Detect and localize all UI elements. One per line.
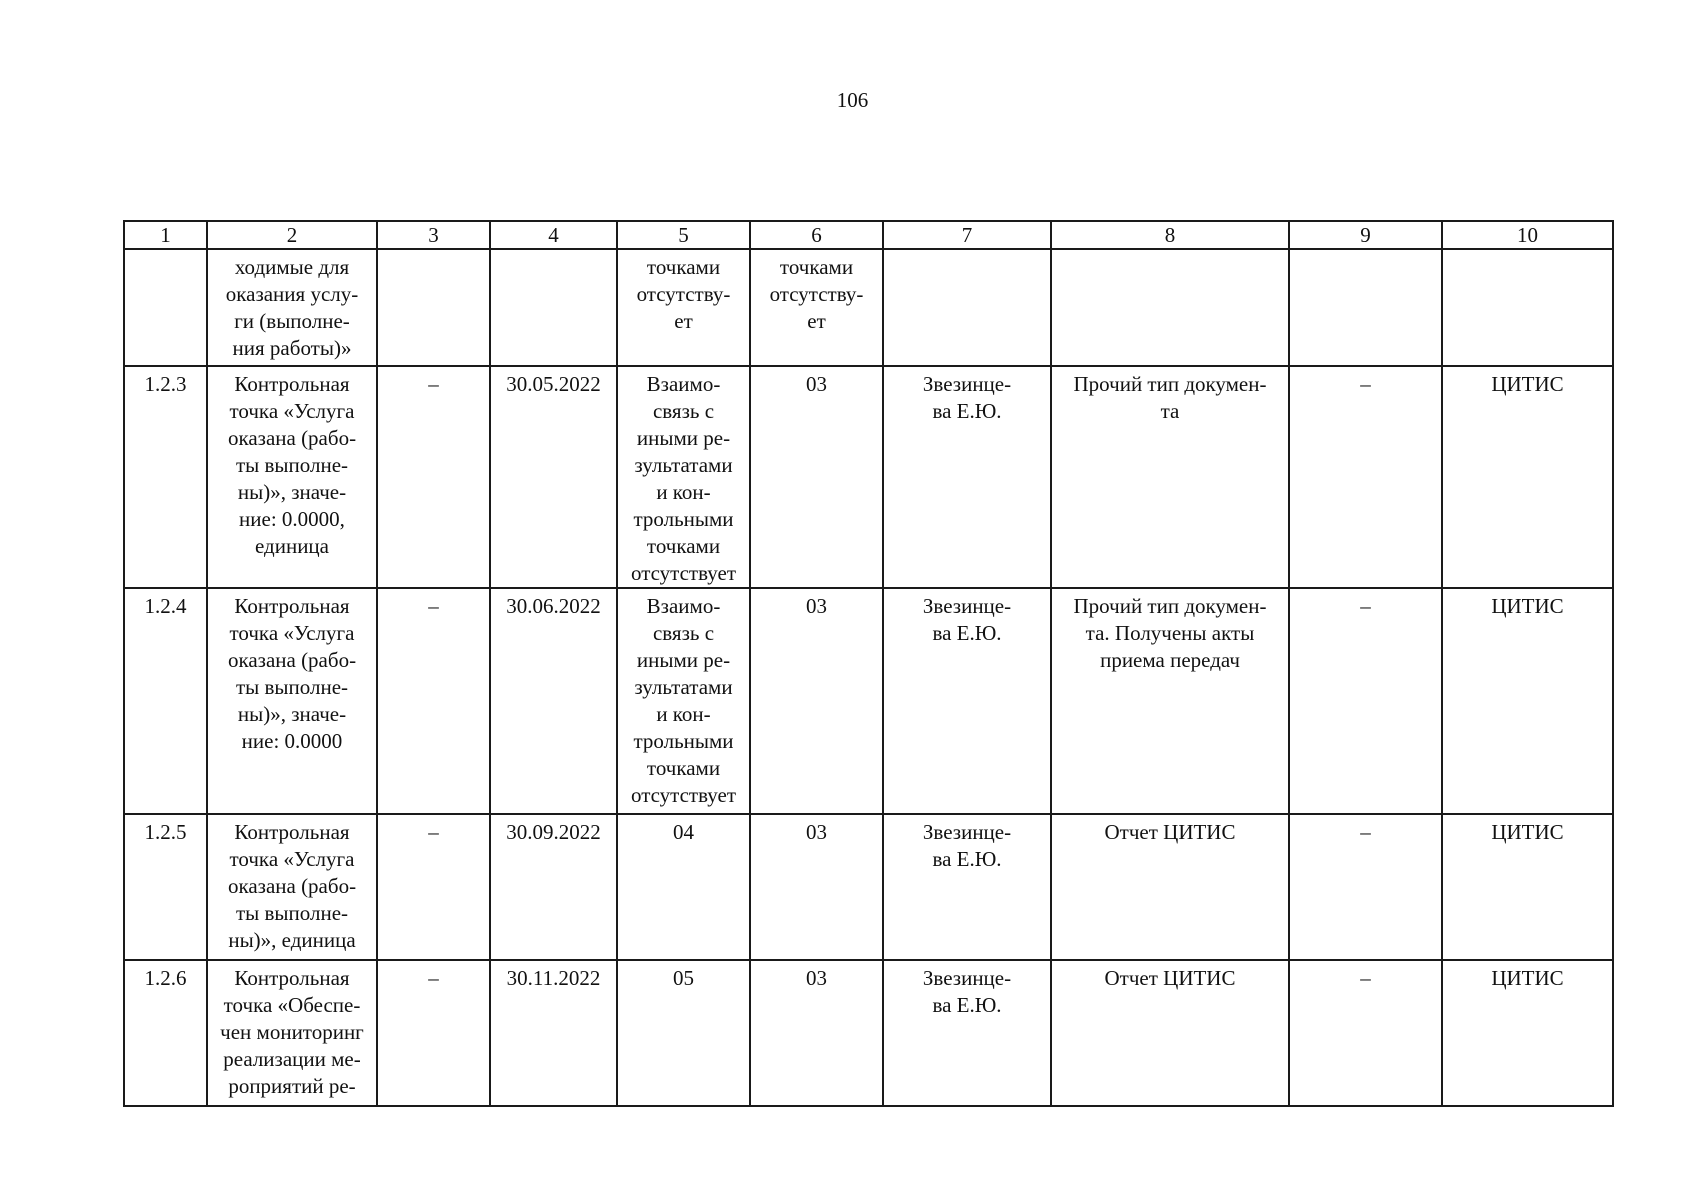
cell-text: Звезинце- ва Е.Ю.	[922, 372, 1012, 423]
row-number: 1.2.6	[144, 966, 187, 990]
cell-text: –	[428, 594, 439, 618]
table-cell	[124, 960, 207, 1106]
table-cell	[1289, 366, 1442, 588]
table-cell	[617, 814, 750, 960]
table-cell	[1442, 960, 1613, 1106]
table-row	[124, 960, 1613, 1106]
table-cell	[490, 249, 617, 366]
table-cell	[1051, 960, 1289, 1106]
table-cell	[617, 588, 750, 814]
cell-text: Звезинце- ва Е.Ю.	[922, 594, 1012, 645]
table-cell	[1051, 814, 1289, 960]
cell-text: ЦИТИС	[1491, 372, 1564, 396]
table-cell	[207, 814, 377, 960]
cell-text: 03	[806, 594, 827, 618]
row-number: 1.2.5	[144, 820, 187, 844]
table-row	[124, 588, 1613, 814]
table-cell	[490, 588, 617, 814]
table-cell	[883, 588, 1051, 814]
cell-text: Звезинце- ва Е.Ю.	[922, 820, 1012, 871]
table-cell	[883, 249, 1051, 366]
cell-date: 30.09.2022	[506, 820, 601, 844]
table-cell	[1289, 960, 1442, 1106]
table-body	[124, 249, 1613, 1106]
cell-text: Взаимо- связь с иными ре- зультатами и кон- трольными точками отсутствует	[630, 594, 737, 807]
cell-text: –	[428, 820, 439, 844]
table-cell	[750, 249, 883, 366]
table-cell	[377, 249, 490, 366]
cell-text: Прочий тип докумен- та	[1073, 372, 1267, 423]
cell-date: 30.05.2022	[506, 372, 601, 396]
row-number: 1.2.3	[144, 372, 187, 396]
header-row	[124, 221, 1613, 249]
column-header: 6	[750, 221, 883, 249]
table-cell	[207, 588, 377, 814]
cell-text: Отчет ЦИТИС	[1104, 966, 1236, 990]
cell-text: –	[1360, 594, 1371, 618]
table-cell	[124, 588, 207, 814]
table-cell	[883, 814, 1051, 960]
table-cell	[1442, 366, 1613, 588]
table-cell	[883, 366, 1051, 588]
table-cell	[1289, 249, 1442, 366]
table-cell	[883, 960, 1051, 1106]
cell-text: Прочий тип докумен- та. Получены акты приема передач	[1073, 594, 1267, 672]
cell-text: Взаимо- связь с иными ре- зультатами и кон- трольными точками отсутствует	[630, 372, 737, 585]
cell-text: –	[428, 966, 439, 990]
cell-text: Контрольная точка «Обеспе- чен мониторинг реализации ме- роприятий ре-	[220, 966, 364, 1098]
table-cell	[490, 366, 617, 588]
table-row	[124, 249, 1613, 366]
cell-text: ЦИТИС	[1491, 594, 1564, 618]
table-cell	[124, 249, 207, 366]
table-cell	[490, 960, 617, 1106]
table-cell	[617, 249, 750, 366]
cell-text: точками отсутству- ет	[769, 255, 864, 333]
column-header: 4	[490, 221, 617, 249]
table-row	[124, 814, 1613, 960]
table-cell	[377, 814, 490, 960]
table-cell	[377, 366, 490, 588]
table-cell	[1442, 249, 1613, 366]
cell-text: 04	[673, 820, 694, 844]
column-header: 9	[1289, 221, 1442, 249]
cell-text: 05	[673, 966, 694, 990]
table-cell	[617, 366, 750, 588]
table-cell	[1289, 814, 1442, 960]
table-cell	[1051, 249, 1289, 366]
cell-text: Звезинце- ва Е.Ю.	[922, 966, 1012, 1017]
cell-text: ЦИТИС	[1491, 820, 1564, 844]
cell-text: –	[1360, 966, 1371, 990]
row-number: 1.2.4	[144, 594, 187, 618]
table-cell	[1442, 588, 1613, 814]
column-header: 3	[377, 221, 490, 249]
cell-text: 03	[806, 966, 827, 990]
column-header: 8	[1051, 221, 1289, 249]
cell-text: ходимые для оказания услу- ги (выполне- ния работы)»	[225, 255, 359, 360]
cell-text: Контрольная точка «Услуга оказана (рабо- ты выполне- ны)», значе- ние: 0.0000, единица	[227, 372, 357, 558]
column-header: 1	[124, 221, 207, 249]
table-cell	[490, 814, 617, 960]
cell-text: Контрольная точка «Услуга оказана (рабо- ты выполне- ны)», значе- ние: 0.0000	[227, 594, 357, 753]
table-cell	[1051, 366, 1289, 588]
cell-date: 30.06.2022	[506, 594, 601, 618]
cell-text: 03	[806, 820, 827, 844]
table-cell	[1289, 588, 1442, 814]
table-row	[124, 366, 1613, 588]
cell-date: 30.11.2022	[506, 966, 601, 990]
table-cell	[750, 960, 883, 1106]
table-cell	[207, 249, 377, 366]
table-cell	[1051, 588, 1289, 814]
table-cell	[124, 366, 207, 588]
column-header: 10	[1442, 221, 1613, 249]
cell-text: Контрольная точка «Услуга оказана (рабо- ты выполне- ны)», единица	[227, 820, 357, 952]
table-cell	[617, 960, 750, 1106]
table-cell	[750, 366, 883, 588]
table-cell	[377, 960, 490, 1106]
cell-text: Отчет ЦИТИС	[1104, 820, 1236, 844]
cell-text: –	[428, 372, 439, 396]
column-header: 2	[207, 221, 377, 249]
table-cell	[750, 588, 883, 814]
page-number: 106	[836, 88, 869, 112]
table-cell	[207, 960, 377, 1106]
cell-text: ЦИТИС	[1491, 966, 1564, 990]
cell-text: точками отсутству- ет	[636, 255, 731, 333]
cell-text: –	[1360, 820, 1371, 844]
table-cell	[750, 814, 883, 960]
column-header: 5	[617, 221, 750, 249]
cell-text: 03	[806, 372, 827, 396]
table-cell	[1442, 814, 1613, 960]
column-header: 7	[883, 221, 1051, 249]
cell-text: –	[1360, 372, 1371, 396]
table-header	[124, 221, 1613, 249]
data-table	[123, 220, 1614, 1107]
table-cell	[377, 588, 490, 814]
table-cell	[207, 366, 377, 588]
table-cell	[124, 814, 207, 960]
